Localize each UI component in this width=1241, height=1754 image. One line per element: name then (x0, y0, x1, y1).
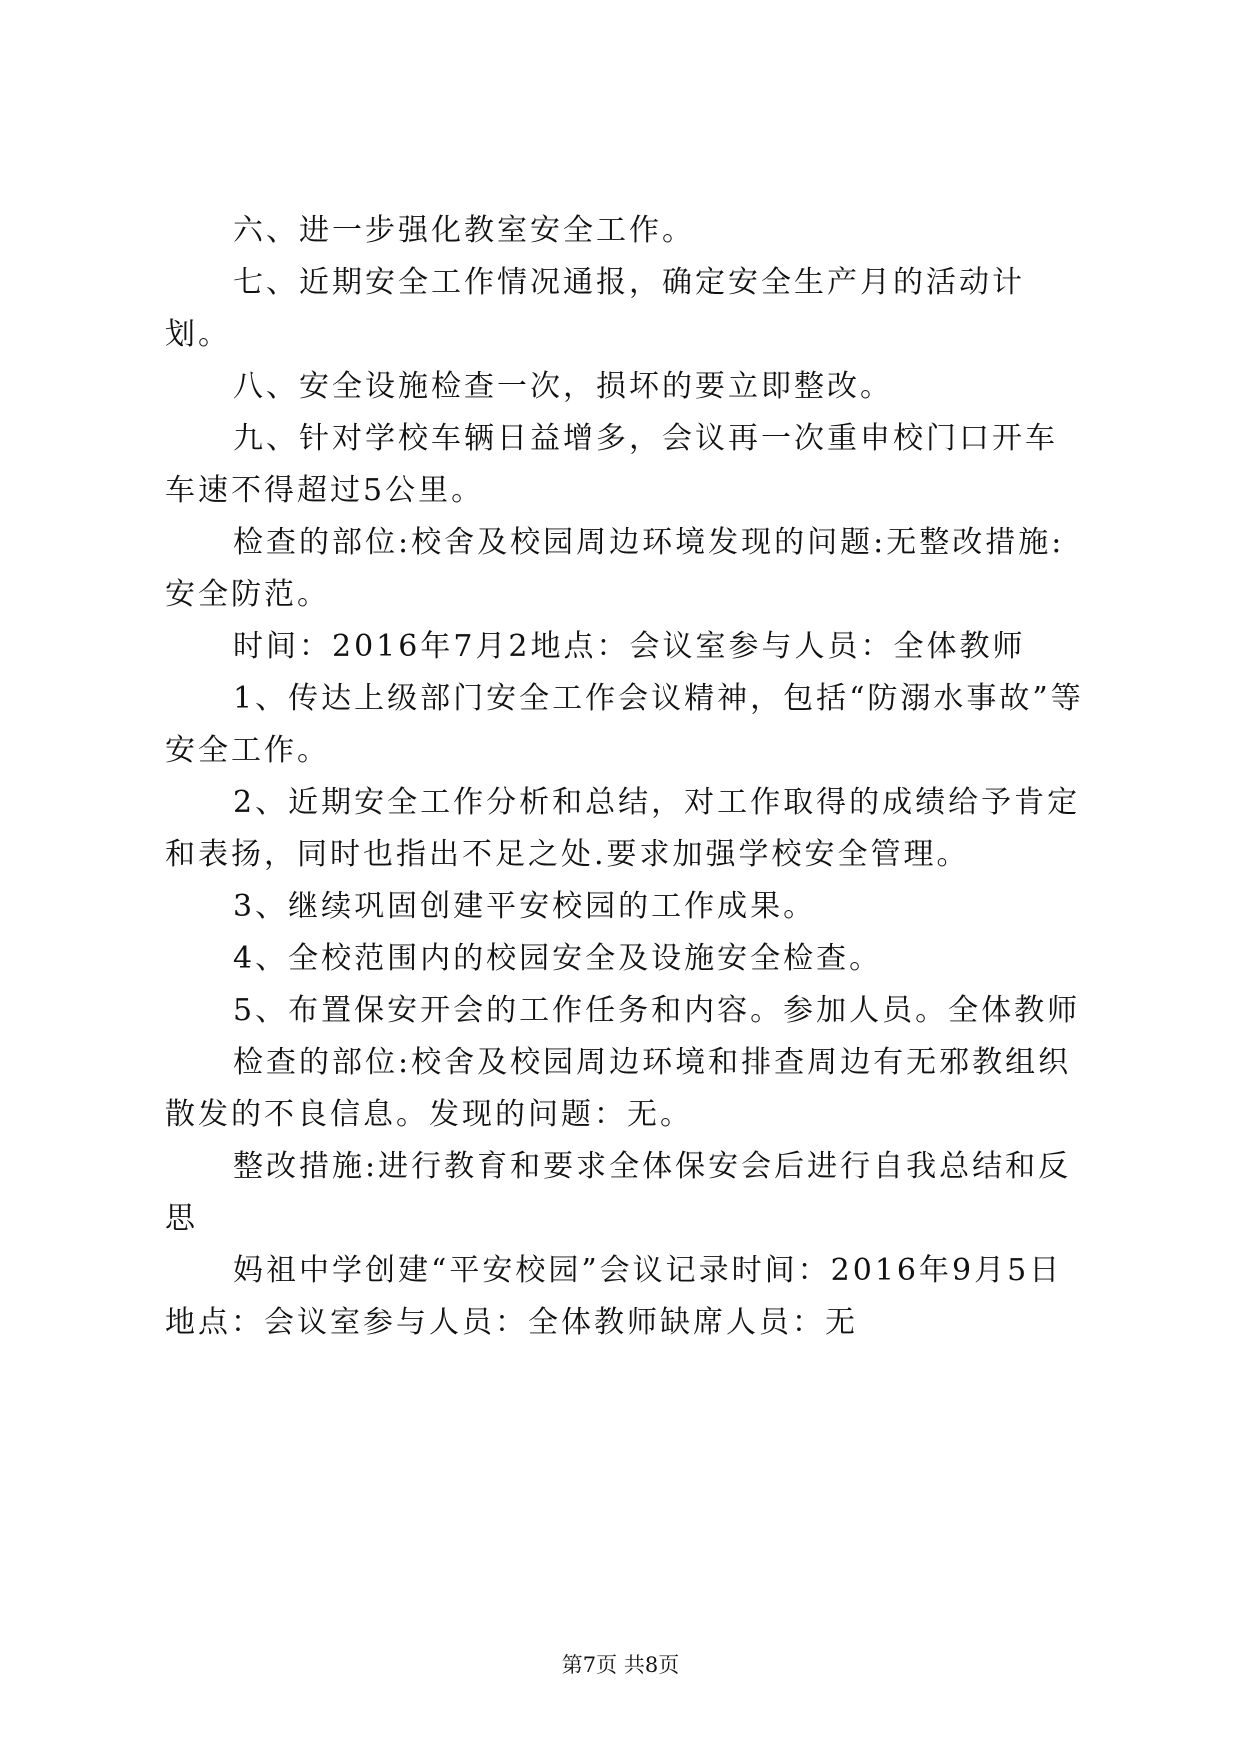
paragraph-item-2: 2、近期安全工作分析和总结，对工作取得的成绩给予肯定和表扬，同时也指出不足之处.要求加强学校安全管理。 (165, 785, 1081, 872)
paragraph-inspection-2: 检查的部位:校舍及校园周边环境和排查周边有无邪教组织散发的不良信息。发现的问题：无。 (165, 1045, 1072, 1132)
paragraph-item-1: 1、传达上级部门安全工作会议精神，包括“防溺水事故”等安全工作。 (165, 681, 1084, 768)
paragraph-item-4: 4、全校范围内的校园安全及设施安全检查。 (233, 941, 883, 976)
paragraph-item-3: 3、继续巩固创建平安校园的工作成果。 (233, 889, 817, 924)
paragraph-item-9: 九、针对学校车辆日益增多，会议再一次重申校门口开车车速不得超过5公里。 (165, 421, 1058, 508)
paragraph-item-5: 5、布置保安开会的工作任务和内容。参加人员。全体教师 (233, 993, 1081, 1028)
paragraph-item-7: 七、近期安全工作情况通报，确定安全生产月的活动计划。 (165, 265, 1025, 352)
document-body (165, 205, 1090, 1349)
paragraph-item-6: 六、进一步强化教室安全工作。 (233, 213, 695, 248)
paragraph-rectification: 整改措施:进行教育和要求全体保安会后进行自我总结和反思 (165, 1149, 1072, 1236)
paragraph-item-8: 八、安全设施检查一次，损坏的要立即整改。 (233, 369, 893, 404)
paragraph-meeting-record: 妈祖中学创建“平安校园”会议记录时间：2016年9月5日地点：会议室参与人员：全体教师缺席人员：无 (165, 1253, 1063, 1340)
page-number-footer: 第7页 共8页 (561, 1653, 680, 1677)
paragraph-meeting-info: 时间：2016年7月2地点：会议室参与人员：全体教师 (233, 629, 1026, 664)
paragraph-inspection-1: 检查的部位:校舍及校园周边环境发现的问题:无整改措施:安全防范。 (165, 525, 1065, 612)
